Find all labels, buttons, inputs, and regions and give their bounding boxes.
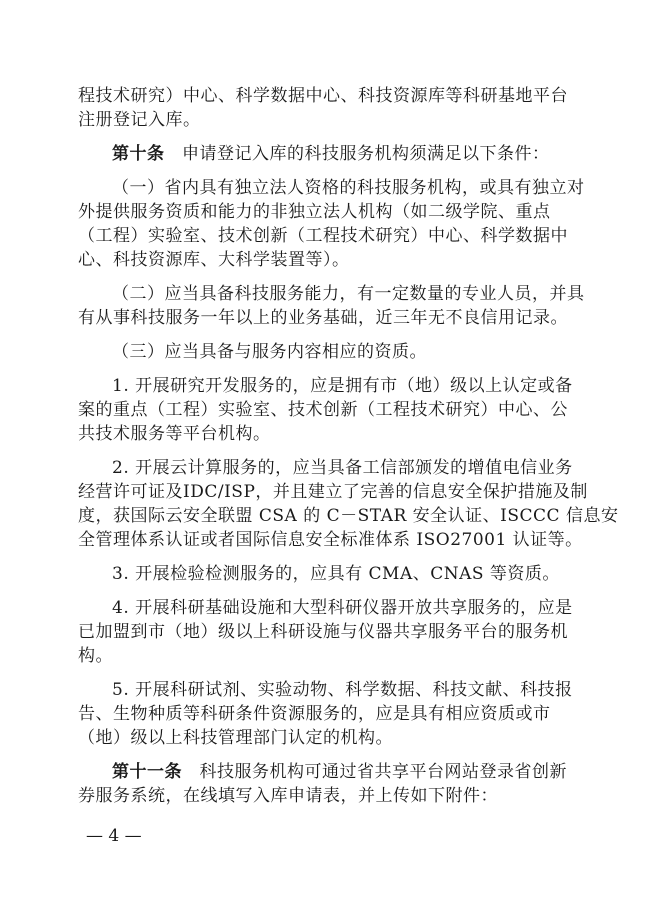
text-line: 5. 开展科研试剂、实验动物、科学数据、科技文献、科技报 [112, 680, 573, 700]
paragraph-gap [78, 750, 582, 760]
text-line: 外提供服务资质和能力的非独立法人机构（如二级学院、重点 [78, 202, 551, 222]
text-line: 程技术研究）中心、科学数据中心、科技资源库等科研基地平台 [78, 86, 568, 106]
text-line: （工程）实验室、技术创新（工程技术研究）中心、科学数据中 [78, 226, 568, 246]
paragraph-gap [78, 552, 582, 562]
text-line: 共技术服务等平台机构。 [78, 424, 271, 444]
text-line: （二）应当具备科技服务能力，有一定数量的专业人员，并具 [112, 284, 585, 304]
text-line: 全管理体系认证或者国际信息安全标准体系 ISO27001 认证等。 [78, 530, 583, 550]
paragraph-gap [78, 330, 582, 340]
text-line: 已加盟到市（地）级以上科研设施与仪器共享服务平台的服务机 [78, 622, 568, 642]
paragraph-gap [78, 132, 582, 142]
article-10-line [78, 142, 582, 166]
text-line: （一）省内具有独立法人资格的科技服务机构，或具有独立对 [112, 178, 585, 198]
paragraph-gap [78, 364, 582, 374]
text-line: 注册登记入库。 [78, 110, 201, 130]
text-line: 4. 开展科研基础设施和大型科研仪器开放共享服务的，应是 [112, 598, 573, 618]
paragraph-gap [78, 272, 582, 282]
text-line: 度，获国际云安全联盟 CSA 的 C－STAR 安全认证、ISCCC 信息安 [78, 506, 619, 526]
text-line: 有从事科技服务一年以上的业务基础，近三年无不良信用记录。 [78, 308, 568, 328]
text-line: （地）级以上科技管理部门认定的机构。 [78, 728, 393, 748]
text-line: （三）应当具备与服务内容相应的资质。 [112, 342, 427, 362]
text-line: 3. 开展检验检测服务的，应具有 CMA、CNAS 等资质。 [112, 564, 560, 584]
text-line: 1. 开展研究开发服务的，应是拥有市（地）级以上认定或备 [112, 376, 573, 396]
text-line: 2. 开展云计算服务的，应当具备工信部颁发的增值电信业务 [112, 458, 573, 478]
text-line: 经营许可证及IDC/ISP，并且建立了完善的信息安全保护措施及制 [78, 482, 588, 502]
article-10-text: 申请登记入库的科技服务机构须满足以下条件： [182, 144, 550, 164]
page-number: — 4 — [86, 826, 142, 846]
text-line: 构。 [78, 646, 113, 666]
text-line: 心、科技资源库、大科学装置等）。 [78, 250, 350, 270]
article-11-text: 科技服务机构可通过省共享平台网站登录省创新 [199, 762, 567, 782]
article-11-heading: 第十一条 [112, 762, 182, 782]
article-10-heading: 第十条 [112, 144, 165, 164]
text-line: 案的重点（工程）实验室、技术创新（工程技术研究）中心、公 [78, 400, 568, 420]
text-line: 券服务系统，在线填写入库申请表，并上传如下附件： [78, 786, 498, 806]
article-11-line [78, 760, 582, 784]
document-body [78, 84, 619, 808]
text-line: 告、生物种质等科研条件资源服务的，应是具有相应资质或市 [78, 704, 551, 724]
paragraph-gap [78, 446, 582, 456]
paragraph-gap [78, 166, 582, 176]
paragraph-gap [78, 586, 582, 596]
paragraph-gap [78, 668, 582, 678]
